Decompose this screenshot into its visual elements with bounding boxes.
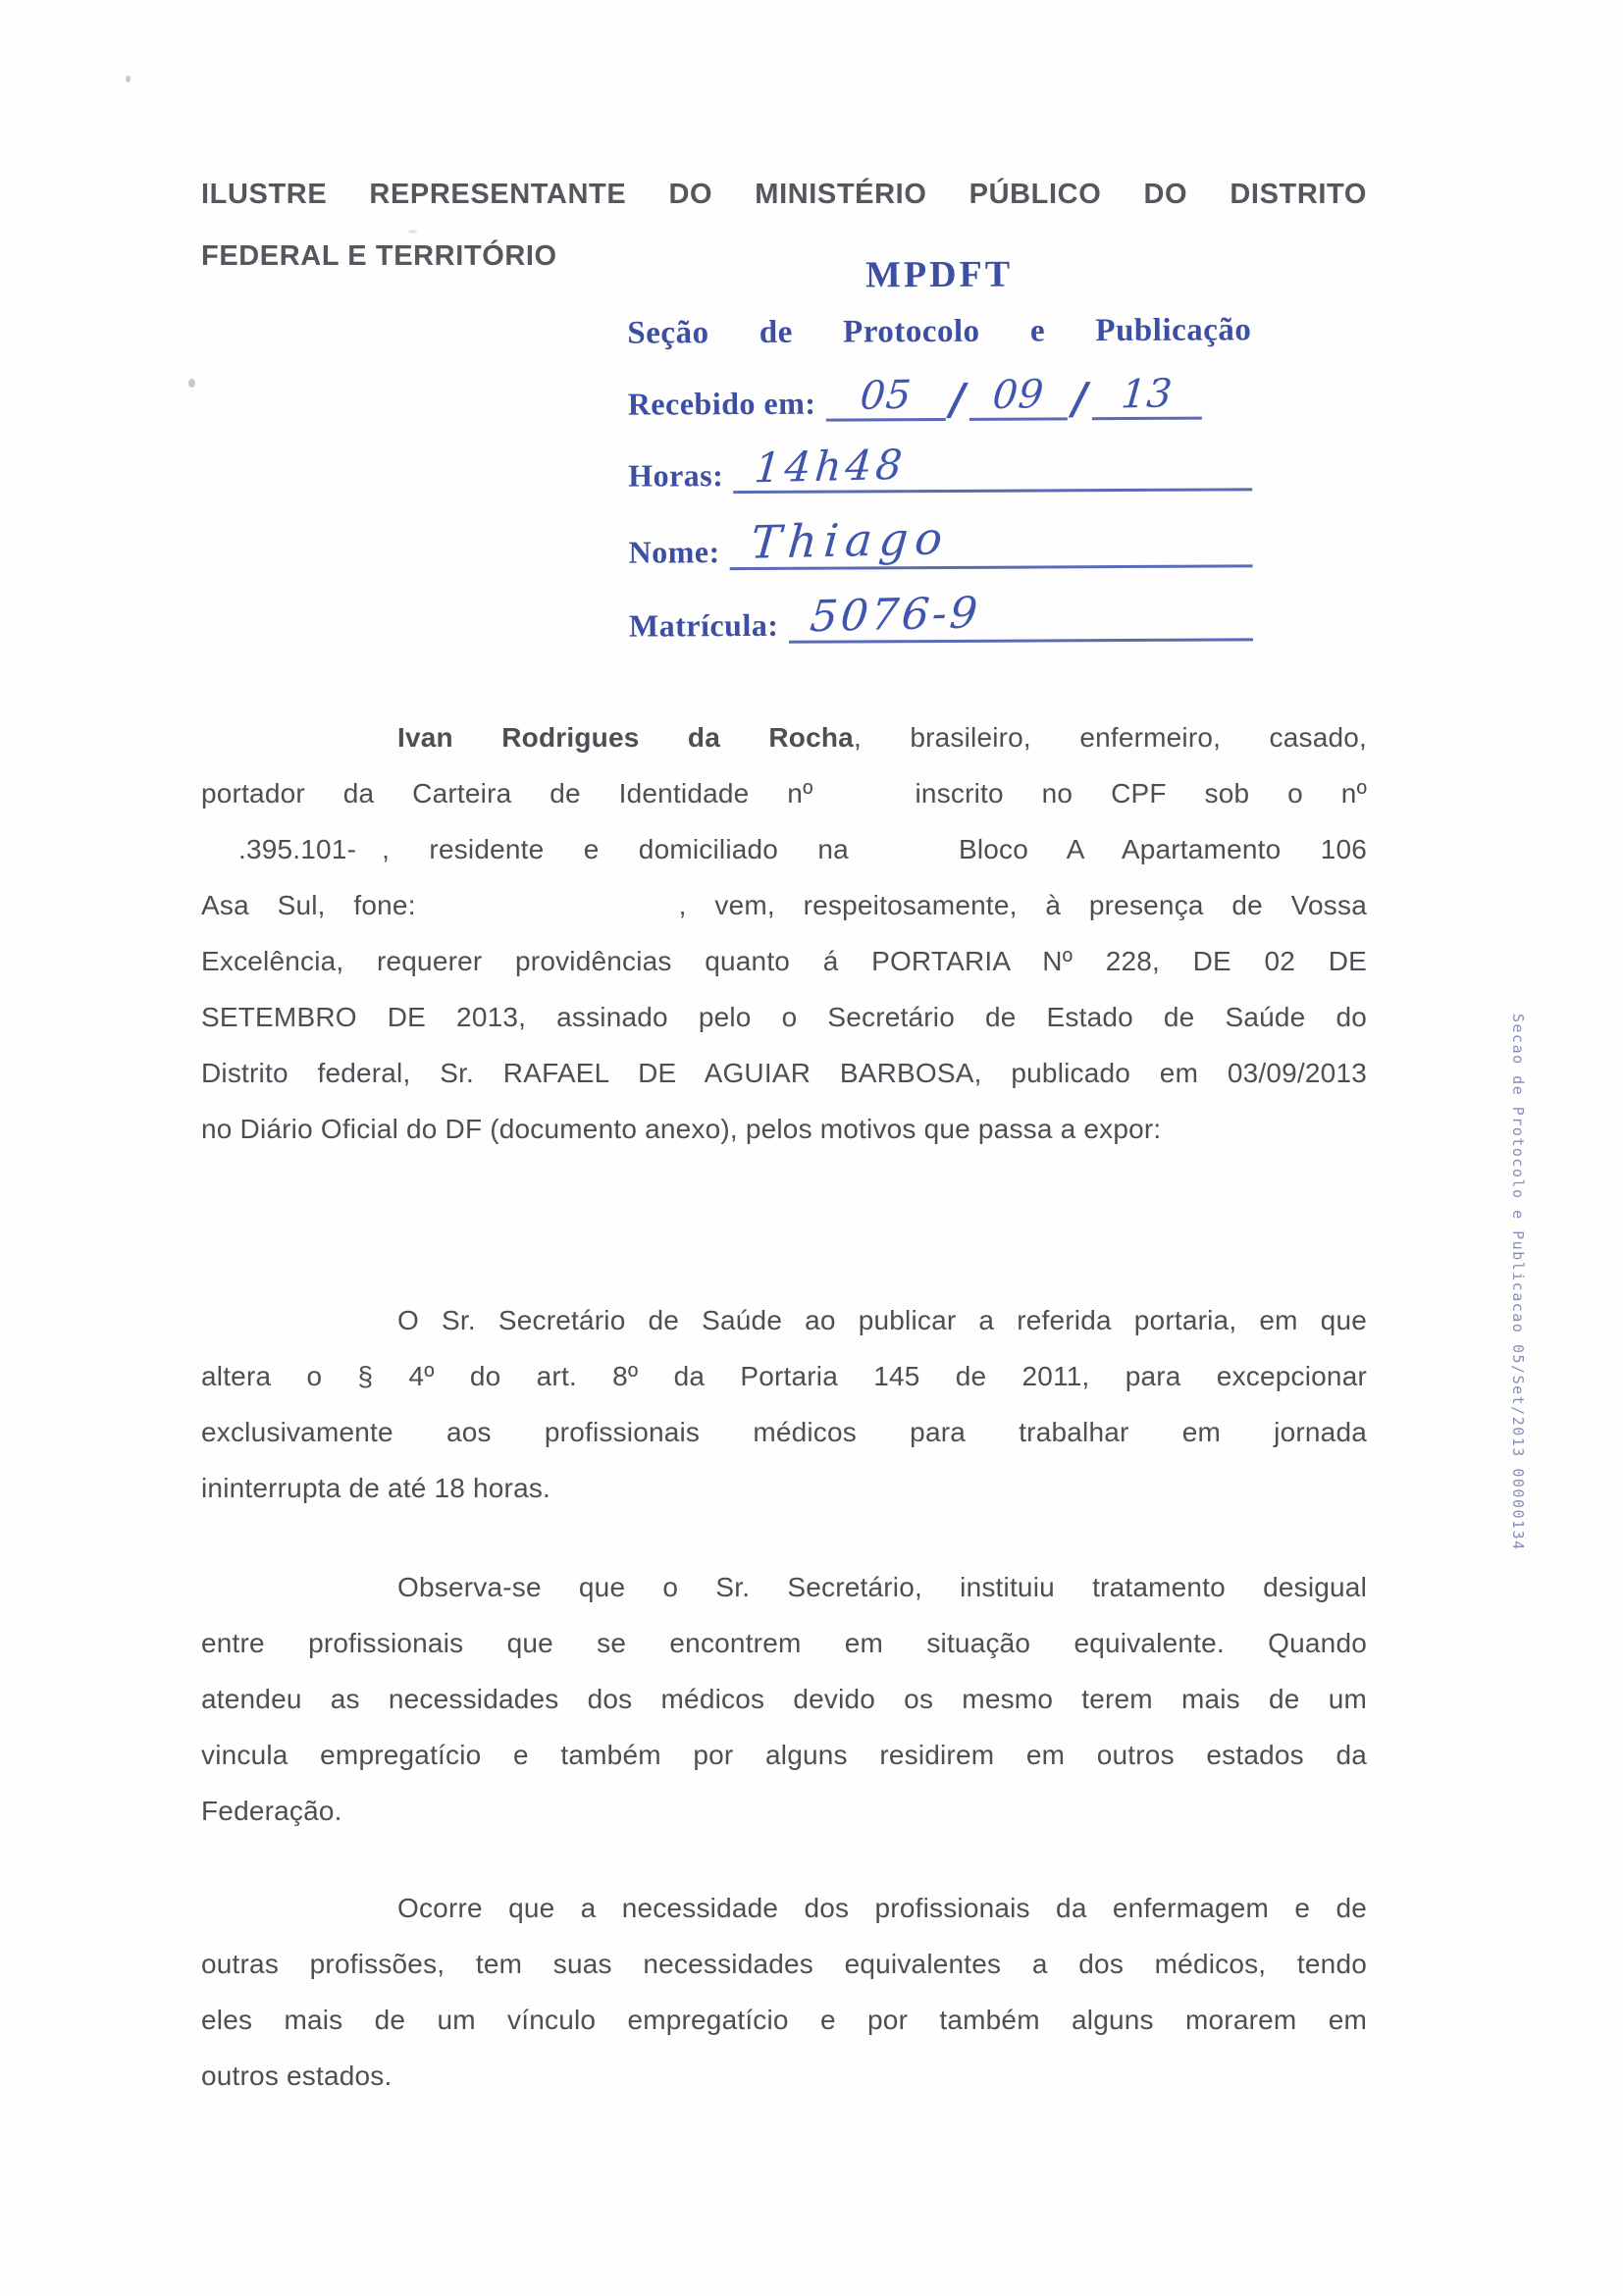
text-line (201, 1936, 1367, 1992)
text-line (201, 765, 1367, 821)
name-underline (729, 511, 1252, 570)
header-line-1: ILUSTRE REPRESENTANTE DO MINISTÉRIO PÚBLICO DO DISTRITO (201, 179, 1367, 210)
text-segment: , residente e domiciliado na (382, 834, 849, 864)
text-line (201, 1404, 1367, 1460)
paragraph (201, 1292, 1367, 1516)
text-line (201, 709, 1367, 765)
text-segment: , brasileiro, enfermeiro, casado, (853, 722, 1368, 753)
text-line (201, 1460, 1367, 1516)
text-line (201, 1348, 1367, 1404)
text-line (201, 933, 1367, 989)
text-line (201, 1727, 1367, 1783)
text-line (201, 877, 1367, 933)
text-line (201, 1992, 1367, 2048)
received-month-value: 09 (991, 371, 1046, 419)
hours-label: Horas: (628, 457, 724, 494)
name-value: Thiago (749, 511, 952, 569)
text-line (201, 1101, 1367, 1157)
text-segment: , vem, respeitosamente, à presença de Vossa (678, 890, 1367, 920)
text-segment: entre profissionais que se encontrem em situação equivalente. Quando (201, 1628, 1367, 1658)
text-line (201, 2048, 1367, 2104)
text-line (201, 1880, 1367, 1936)
text-line (201, 1671, 1367, 1727)
text-segment: atendeu as necessidades dos médicos devido os mesmo terem mais de um (201, 1684, 1367, 1714)
paragraph (201, 1559, 1367, 1839)
text-segment: no Diário Oficial do DF (documento anexo), pelos motivos que passa a expor: (201, 1114, 1162, 1144)
text-segment: Ocorre que a necessidade dos profissionais da enfermagem e de (397, 1893, 1367, 1923)
text-segment: altera o § 4º do art. 8º da Portaria 145 de 2011, para excepcionar (201, 1361, 1367, 1391)
text-segment: outros estados. (201, 2061, 393, 2091)
paragraph (201, 709, 1367, 1157)
registration-value: 5076-9 (808, 588, 982, 643)
text-segment: Distrito federal, Sr. RAFAEL DE AGUIAR BARBOSA, publicado em 03/09/2013 (201, 1058, 1367, 1088)
paragraph (201, 1880, 1367, 2104)
text-line (201, 1292, 1367, 1348)
text-segment: exclusivamente aos profissionais médicos para trabalhar em jornada (201, 1417, 1367, 1447)
text-segment: Excelência, requerer providências quanto á PORTARIA Nº 228, DE 02 DE (201, 946, 1367, 976)
side-protocol-text: Secao de Protocolo e Publicacao 05/Set/2013 00000134 (1509, 1014, 1527, 1551)
scan-speck (126, 76, 131, 82)
date-separator: / (949, 374, 967, 425)
protocol-stamp (627, 251, 1253, 644)
text-line (201, 989, 1367, 1045)
text-segment: vincula empregatício e também por alguns residirem em outros estados da (201, 1740, 1367, 1770)
text-segment: Federação. (201, 1796, 342, 1826)
registration-underline (788, 588, 1253, 643)
stamp-org-title: MPDFT (864, 253, 1014, 296)
text-segment: .395.101- (238, 834, 357, 864)
text-segment: portador da Carteira de Identidade nº (201, 778, 813, 809)
scan-speck (188, 379, 195, 388)
received-year-underline (1091, 372, 1201, 421)
received-year-value: 13 (1119, 371, 1175, 418)
received-month-underline (969, 372, 1068, 421)
text-segment: O Sr. Secretário de Saúde ao publicar a referida portaria, em que (397, 1305, 1367, 1335)
text-line (201, 1559, 1367, 1615)
text-segment: ininterrupta de até 18 horas. (201, 1473, 551, 1503)
date-separator: / (1071, 374, 1088, 425)
stamp-field-received (627, 369, 1252, 425)
hours-value: 14h48 (753, 440, 909, 493)
text-segment: Bloco A Apartamento 106 (958, 834, 1367, 864)
text-segment: inscrito no CPF sob o nº (915, 778, 1367, 809)
received-day-underline (825, 373, 945, 422)
stamp-section-title: Seção de Protocolo e Publicação (627, 312, 1252, 351)
name-label: Nome: (628, 534, 720, 570)
text-line (201, 1615, 1367, 1671)
text-segment: outras profissões, tem suas necessidades equivalentes a dos médicos, tendo (201, 1949, 1367, 1979)
text-segment: eles mais de um vínculo empregatício e por também alguns morarem em (201, 2005, 1367, 2035)
received-label: Recebido em: (627, 385, 816, 422)
text-segment: Ivan Rodrigues da Rocha (397, 722, 854, 753)
stamp-field-hours (628, 440, 1252, 494)
header-line-2: FEDERAL E TERRITÓRIO (201, 240, 557, 272)
stamp-field-registration (629, 588, 1253, 644)
text-line (201, 1045, 1367, 1101)
text-line (201, 821, 1367, 877)
text-segment: SETEMBRO DE 2013, assinado pelo o Secretário de Estado de Saúde do (201, 1002, 1367, 1032)
hours-underline (733, 440, 1252, 494)
text-segment: Asa Sul, fone: (201, 890, 416, 920)
document-body (201, 709, 1367, 2104)
text-segment: Observa-se que o Sr. Secretário, instituiu tratamento desigual (397, 1572, 1367, 1602)
text-line (201, 1783, 1367, 1839)
registration-label: Matrícula: (628, 606, 779, 644)
received-day-value: 05 (858, 372, 914, 419)
stamp-field-name (628, 511, 1252, 570)
